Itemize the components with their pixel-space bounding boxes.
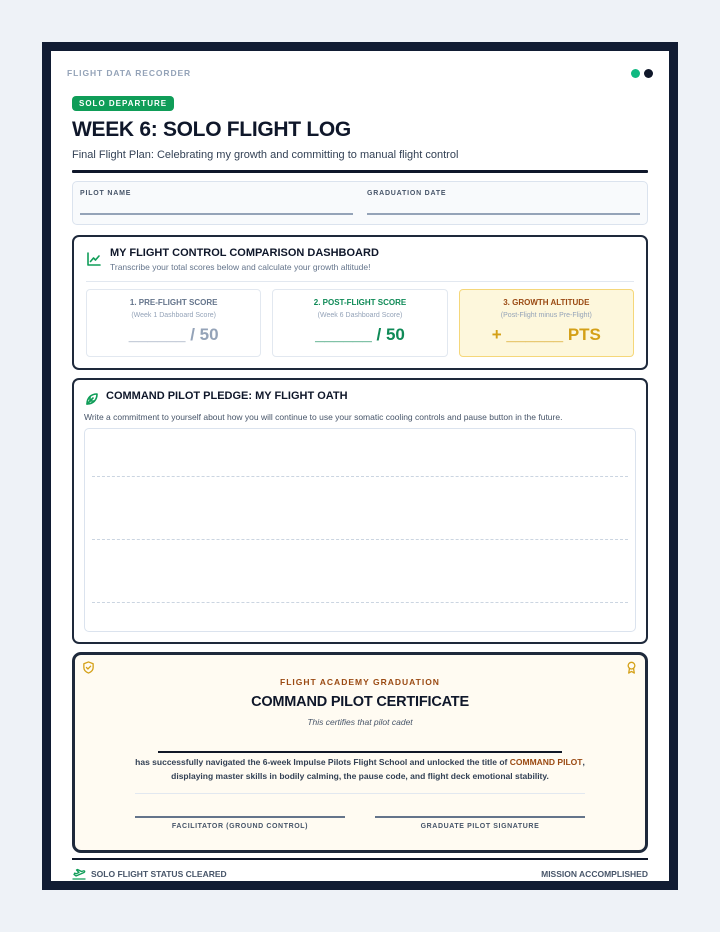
footer-divider: [72, 858, 648, 860]
pledge-header: [84, 390, 636, 407]
certificate-subtitle: This certifies that pilot cadet: [307, 717, 413, 727]
pledge-writing-area[interactable]: [84, 428, 636, 632]
writing-line: [92, 539, 628, 540]
footer-status: [72, 868, 227, 880]
pre-flight-title: 1. PRE-FLIGHT SCORE: [129, 298, 218, 307]
status-dots: [631, 69, 653, 78]
post-flight-note: (Week 6 Dashboard Score): [317, 312, 403, 319]
growth-altitude-card[interactable]: [459, 289, 634, 357]
facilitator-signature-line[interactable]: [135, 816, 345, 818]
growth-altitude-note: (Post-Flight minus Pre-Flight): [500, 312, 592, 319]
page-title: WEEK 6: SOLO FLIGHT LOG: [72, 118, 351, 141]
worksheet-page: [51, 51, 669, 881]
post-flight-score-card[interactable]: [272, 289, 447, 357]
certificate-kicker: FLIGHT ACADEMY GRADUATION: [280, 677, 440, 687]
dashboard-title: MY FLIGHT CONTROL COMPARISON DASHBOARD: [110, 247, 379, 259]
footer-right-text: MISSION ACCOMPLISHED: [541, 869, 648, 879]
award-ribbon-icon: [625, 661, 638, 674]
graduate-signature-label: GRADUATE PILOT SIGNATURE: [420, 822, 540, 830]
recorder-label: FLIGHT DATA RECORDER: [67, 68, 192, 78]
certificate-divider: [135, 793, 585, 794]
certificate-body-comma: ,: [582, 757, 585, 767]
pilot-pledge-panel: [72, 378, 648, 644]
writing-line: [92, 602, 628, 603]
comparison-dashboard: [72, 235, 648, 370]
certificate-body: [75, 755, 645, 783]
graduate-signature-line[interactable]: [375, 816, 585, 818]
dashboard-subtitle: Transcribe your total scores below and calculate your growth altitude!: [110, 262, 371, 272]
solo-departure-badge: SOLO DEPARTURE: [72, 96, 174, 111]
facilitator-signature[interactable]: [135, 816, 345, 830]
page-subtitle: Final Flight Plan: Celebrating my growth and committing to manual flight control: [72, 149, 459, 161]
pledge-title: COMMAND PILOT PLEDGE: MY FLIGHT OATH: [106, 390, 348, 402]
dark-dot: [644, 69, 653, 78]
pre-flight-score-card[interactable]: [86, 289, 261, 357]
graduate-signature[interactable]: [375, 816, 585, 830]
dashboard-header: [86, 247, 634, 272]
writing-line: [92, 476, 628, 477]
facilitator-signature-label: FACILITATOR (GROUND CONTROL): [171, 822, 309, 830]
command-pilot-highlight: COMMAND PILOT: [509, 757, 583, 767]
leaf-pen-icon: [84, 391, 100, 407]
footer-left-text: SOLO FLIGHT STATUS CLEARED: [91, 869, 227, 879]
signature-row: [75, 816, 645, 830]
pilot-name-label: PILOT NAME: [80, 190, 132, 197]
growth-altitude-value[interactable]: + ______ PTS: [491, 325, 601, 344]
plane-takeoff-icon: [72, 868, 86, 880]
certificate-body-line2: displaying master skills in bodily calming, the pause code, and flight deck emotional stability.: [171, 771, 549, 781]
graduation-date-line[interactable]: [367, 213, 640, 215]
pre-flight-value[interactable]: ______ / 50: [128, 325, 219, 344]
line-chart-icon: [86, 251, 102, 267]
growth-altitude-title: 3. GROWTH ALTITUDE: [503, 298, 590, 307]
cadet-name-line[interactable]: [158, 751, 562, 753]
header-divider: [72, 170, 648, 173]
dashboard-divider: [86, 281, 634, 282]
graduation-date-label: GRADUATION DATE: [367, 190, 447, 197]
certificate-title: COMMAND PILOT CERTIFICATE: [251, 694, 469, 710]
command-pilot-certificate: [72, 652, 648, 853]
pilot-name-field[interactable]: [80, 190, 353, 224]
certificate-body-text: has successfully navigated the 6-week Impulse Pilots Flight School and unlocked the title of: [135, 757, 510, 767]
document-frame: [42, 42, 678, 890]
pilot-name-line[interactable]: [80, 213, 353, 215]
graduation-date-field[interactable]: [367, 190, 640, 224]
post-flight-value[interactable]: ______ / 50: [315, 325, 405, 344]
page-footer: [72, 868, 648, 880]
top-strip: [67, 51, 648, 93]
pilot-info-box: [72, 181, 648, 225]
green-dot: [631, 69, 640, 78]
shield-check-icon: [82, 661, 95, 674]
score-cards: [86, 289, 634, 357]
pledge-instructions: Write a commitment to yourself about how you will continue to use your somatic cooling controls and pause button in the future.: [84, 412, 563, 422]
post-flight-title: 2. POST-FLIGHT SCORE: [313, 298, 407, 307]
pre-flight-note: (Week 1 Dashboard Score): [131, 312, 216, 319]
